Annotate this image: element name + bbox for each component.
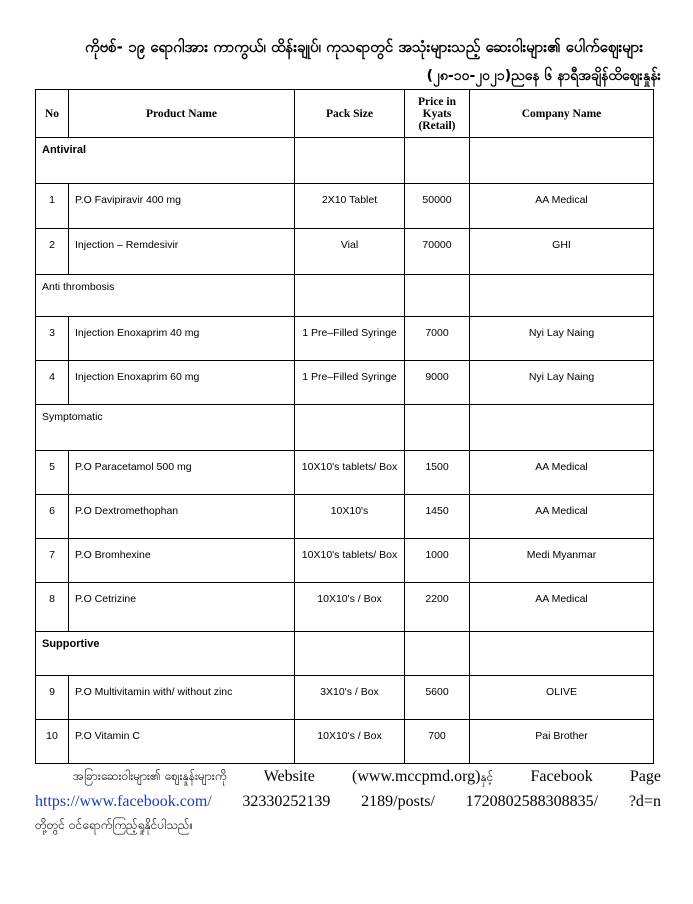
cell-no: 2 bbox=[36, 229, 69, 275]
document-title: ကိုဗစ်- ၁၉ ရောဂါအား ကာကွယ်၊ ထိန်းချုပ်၊ ကုသရာတွင် အသုံးများသည့် ဆေးဝါးများ၏ ပေါက်ဈေးများ bbox=[85, 38, 644, 56]
cell-price: 7000 bbox=[405, 317, 470, 361]
empty-cell bbox=[295, 405, 405, 451]
facebook-link-part-3: 1720802588308835/ bbox=[465, 793, 599, 810]
table-row bbox=[36, 361, 654, 405]
cell-company: Nyi Lay Naing bbox=[470, 361, 654, 405]
facebook-link-part-2: 2189/posts/ bbox=[361, 793, 435, 810]
cell-company: AA Medical bbox=[470, 451, 654, 495]
footer-mm-text: အခြားဆေးဝါးများ၏ ဈေးနှုန်းများကို bbox=[73, 769, 227, 783]
cell-pack-size: 2X10 Tablet bbox=[295, 184, 405, 229]
empty-cell bbox=[470, 632, 654, 676]
empty-cell bbox=[470, 138, 654, 184]
table-row bbox=[36, 676, 654, 720]
section-heading: Symptomatic bbox=[36, 405, 295, 451]
section-row bbox=[36, 405, 654, 451]
cell-price: 1450 bbox=[405, 495, 470, 539]
section-heading: Anti thrombosis bbox=[36, 275, 295, 317]
cell-price: 1500 bbox=[405, 451, 470, 495]
cell-no: 10 bbox=[36, 720, 69, 764]
cell-product-name: P.O Bromhexine bbox=[69, 539, 295, 583]
footer-line-3: တို့တွင် ဝင်ရောက်ကြည့်ရှုနိုင်ပါသည်။ bbox=[35, 818, 194, 832]
cell-company: Nyi Lay Naing bbox=[470, 317, 654, 361]
empty-cell bbox=[470, 405, 654, 451]
cell-no: 4 bbox=[36, 361, 69, 405]
section-row bbox=[36, 632, 654, 676]
cell-price: 1000 bbox=[405, 539, 470, 583]
cell-product-name: P.O Cetrizine bbox=[69, 583, 295, 632]
cell-price: 2200 bbox=[405, 583, 470, 632]
footer-facebook-word: Facebook bbox=[530, 768, 593, 785]
price-table bbox=[35, 89, 654, 764]
cell-price: 700 bbox=[405, 720, 470, 764]
cell-pack-size: 10X10's / Box bbox=[295, 583, 405, 632]
footer-page-word: Page bbox=[629, 768, 661, 785]
footer-website-word: Website bbox=[263, 768, 315, 785]
cell-pack-size: 3X10's / Box bbox=[295, 676, 405, 720]
cell-no: 8 bbox=[36, 583, 69, 632]
column-header-company: Company Name bbox=[470, 90, 654, 138]
cell-company: GHI bbox=[470, 229, 654, 275]
cell-price: 5600 bbox=[405, 676, 470, 720]
cell-no: 3 bbox=[36, 317, 69, 361]
table-header-row bbox=[36, 90, 654, 138]
section-heading: Antiviral bbox=[36, 138, 295, 184]
footer-line-1 bbox=[35, 768, 661, 787]
cell-product-name: P.O Vitamin C bbox=[69, 720, 295, 764]
table-body bbox=[36, 138, 654, 764]
cell-no: 1 bbox=[36, 184, 69, 229]
footer-website-url[interactable]: (www.mccpmd.org)နှင့် bbox=[352, 768, 494, 785]
footer-line-2 bbox=[35, 793, 661, 811]
cell-company: OLIVE bbox=[470, 676, 654, 720]
section-row bbox=[36, 275, 654, 317]
table-row bbox=[36, 583, 654, 632]
cell-price: 50000 bbox=[405, 184, 470, 229]
empty-cell bbox=[295, 632, 405, 676]
section-heading: Supportive bbox=[36, 632, 295, 676]
cell-no: 9 bbox=[36, 676, 69, 720]
cell-pack-size: 10X10's tablets/ Box bbox=[295, 451, 405, 495]
cell-pack-size: 1 Pre–Filled Syringe bbox=[295, 361, 405, 405]
empty-cell bbox=[405, 632, 470, 676]
cell-product-name: Injection Enoxaprim 60 mg bbox=[69, 361, 295, 405]
empty-cell bbox=[295, 138, 405, 184]
cell-no: 5 bbox=[36, 451, 69, 495]
section-row bbox=[36, 138, 654, 184]
empty-cell bbox=[470, 275, 654, 317]
empty-cell bbox=[405, 405, 470, 451]
cell-product-name: Injection Enoxaprim 40 mg bbox=[69, 317, 295, 361]
empty-cell bbox=[405, 138, 470, 184]
table-row bbox=[36, 317, 654, 361]
cell-product-name: P.O Paracetamol 500 mg bbox=[69, 451, 295, 495]
facebook-link[interactable]: https://www.facebook.com/ bbox=[35, 793, 212, 810]
document-subtitle-date: (၂၈-၁၀-၂၀၂၁)ညနေ ၆ နာရီအချိန်ထိဈေးနှုန်း bbox=[426, 68, 661, 84]
table-row bbox=[36, 495, 654, 539]
cell-company: AA Medical bbox=[470, 495, 654, 539]
column-header-pack: Pack Size bbox=[295, 90, 405, 138]
cell-no: 6 bbox=[36, 495, 69, 539]
cell-no: 7 bbox=[36, 539, 69, 583]
cell-pack-size: 10X10's bbox=[295, 495, 405, 539]
cell-product-name: P.O Multivitamin with/ without zinc bbox=[69, 676, 295, 720]
cell-company: Pai Brother bbox=[470, 720, 654, 764]
cell-pack-size: Vial bbox=[295, 229, 405, 275]
cell-product-name: P.O Dextromethophan bbox=[69, 495, 295, 539]
cell-company: AA Medical bbox=[470, 583, 654, 632]
facebook-link-part-1: 32330252139 bbox=[242, 793, 331, 810]
table-row bbox=[36, 229, 654, 275]
facebook-link-part-4: ?d=n bbox=[628, 793, 661, 810]
cell-pack-size: 10X10's / Box bbox=[295, 720, 405, 764]
cell-pack-size: 1 Pre–Filled Syringe bbox=[295, 317, 405, 361]
cell-product-name: Injection – Remdesivir bbox=[69, 229, 295, 275]
cell-product-name: P.O Favipiravir 400 mg bbox=[69, 184, 295, 229]
empty-cell bbox=[405, 275, 470, 317]
column-header-price: Price in Kyats (Retail) bbox=[405, 90, 470, 138]
table-row bbox=[36, 184, 654, 229]
cell-company: Medi Myanmar bbox=[470, 539, 654, 583]
cell-price: 70000 bbox=[405, 229, 470, 275]
cell-pack-size: 10X10's tablets/ Box bbox=[295, 539, 405, 583]
column-header-product: Product Name bbox=[69, 90, 295, 138]
column-header-no: No bbox=[36, 90, 69, 138]
table-row bbox=[36, 720, 654, 764]
empty-cell bbox=[295, 275, 405, 317]
cell-company: AA Medical bbox=[470, 184, 654, 229]
table-row bbox=[36, 539, 654, 583]
cell-price: 9000 bbox=[405, 361, 470, 405]
footer-note bbox=[35, 768, 661, 835]
table-row bbox=[36, 451, 654, 495]
